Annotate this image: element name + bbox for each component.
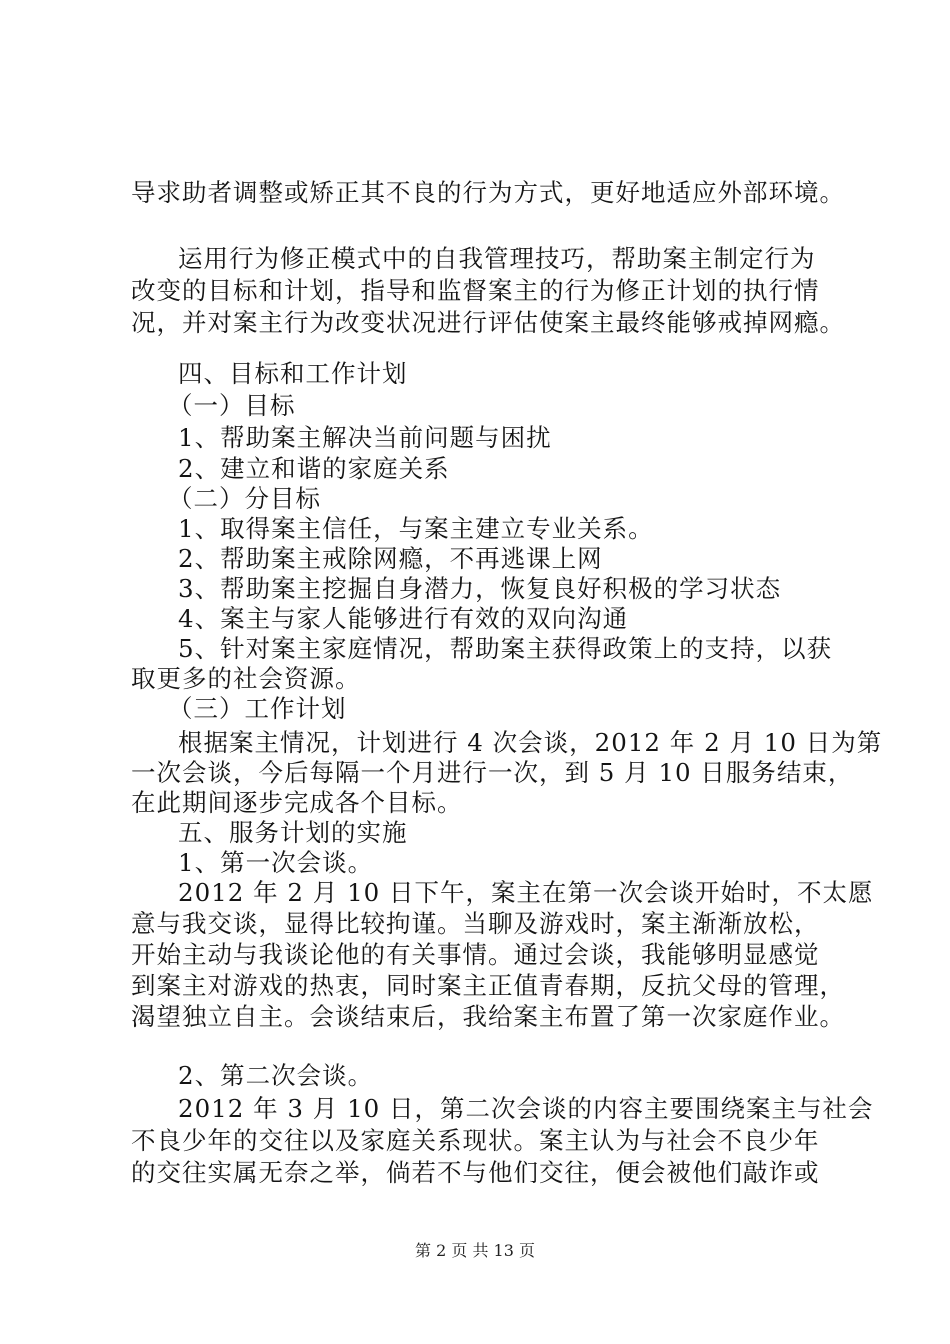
list-item: 4、案主与家人能够进行有效的双向沟通: [178, 604, 629, 633]
subsection-heading: （二）分目标: [168, 484, 321, 513]
paragraph-line: 导求助者调整或矫正其不良的行为方式，更好地适应外部环境。: [131, 178, 845, 207]
paragraph-line: 2012 年 2 月 10 日下午，案主在第一次会谈开始时，不太愿: [178, 878, 874, 907]
paragraph-line: 运用行为修正模式中的自我管理技巧，帮助案主制定行为: [178, 244, 816, 273]
paragraph-line: 2012 年 3 月 10 日，第二次会谈的内容主要围绕案主与社会: [178, 1094, 874, 1123]
list-item-continuation: 取更多的社会资源。: [131, 664, 361, 693]
subsection-heading: 2、第二次会谈。: [178, 1061, 374, 1090]
subsection-heading: （三）工作计划: [168, 694, 347, 723]
paragraph-line: 的交往实属无奈之举，倘若不与他们交往，便会被他们敲诈或: [131, 1158, 820, 1187]
paragraph-line: 根据案主情况，计划进行 4 次会谈，2012 年 2 月 10 日为第: [178, 728, 883, 757]
list-item: 2、帮助案主戒除网瘾，不再逃课上网: [178, 544, 603, 573]
paragraph-line: 意与我交谈，显得比较拘谨。当聊及游戏时，案主渐渐放松，: [131, 909, 820, 938]
paragraph-line: 到案主对游戏的热衷，同时案主正值青春期，反抗父母的管理，: [131, 971, 845, 1000]
paragraph-line: 开始主动与我谈论他的有关事情。通过会谈，我能够明显感觉: [131, 940, 820, 969]
list-item: 2、建立和谐的家庭关系: [178, 454, 450, 483]
subsection-heading: 1、第一次会谈。: [178, 848, 374, 877]
subsection-heading: （一）目标: [168, 391, 296, 420]
paragraph-line: 不良少年的交往以及家庭关系现状。案主认为与社会不良少年: [131, 1126, 820, 1155]
paragraph-line: 在此期间逐步完成各个目标。: [131, 788, 463, 817]
list-item: 5、针对案主家庭情况，帮助案主获得政策上的支持，以获: [178, 634, 833, 663]
page-number-footer: 第 2 页 共 13 页: [415, 1241, 535, 1260]
list-item: 3、帮助案主挖掘自身潜力，恢复良好积极的学习状态: [178, 574, 782, 603]
list-item: 1、帮助案主解决当前问题与困扰: [178, 423, 552, 452]
paragraph-line: 渴望独立自主。会谈结束后，我给案主布置了第一次家庭作业。: [131, 1002, 845, 1031]
section-heading: 五、服务计划的实施: [178, 818, 408, 847]
paragraph-line: 况，并对案主行为改变状况进行评估使案主最终能够戒掉网瘾。: [131, 308, 845, 337]
paragraph-line: 改变的目标和计划，指导和监督案主的行为修正计划的执行情: [131, 276, 820, 305]
paragraph-line: 一次会谈，今后每隔一个月进行一次，到 5 月 10 日服务结束，: [131, 758, 854, 787]
section-heading: 四、目标和工作计划: [178, 359, 408, 388]
list-item: 1、取得案主信任，与案主建立专业关系。: [178, 514, 654, 543]
